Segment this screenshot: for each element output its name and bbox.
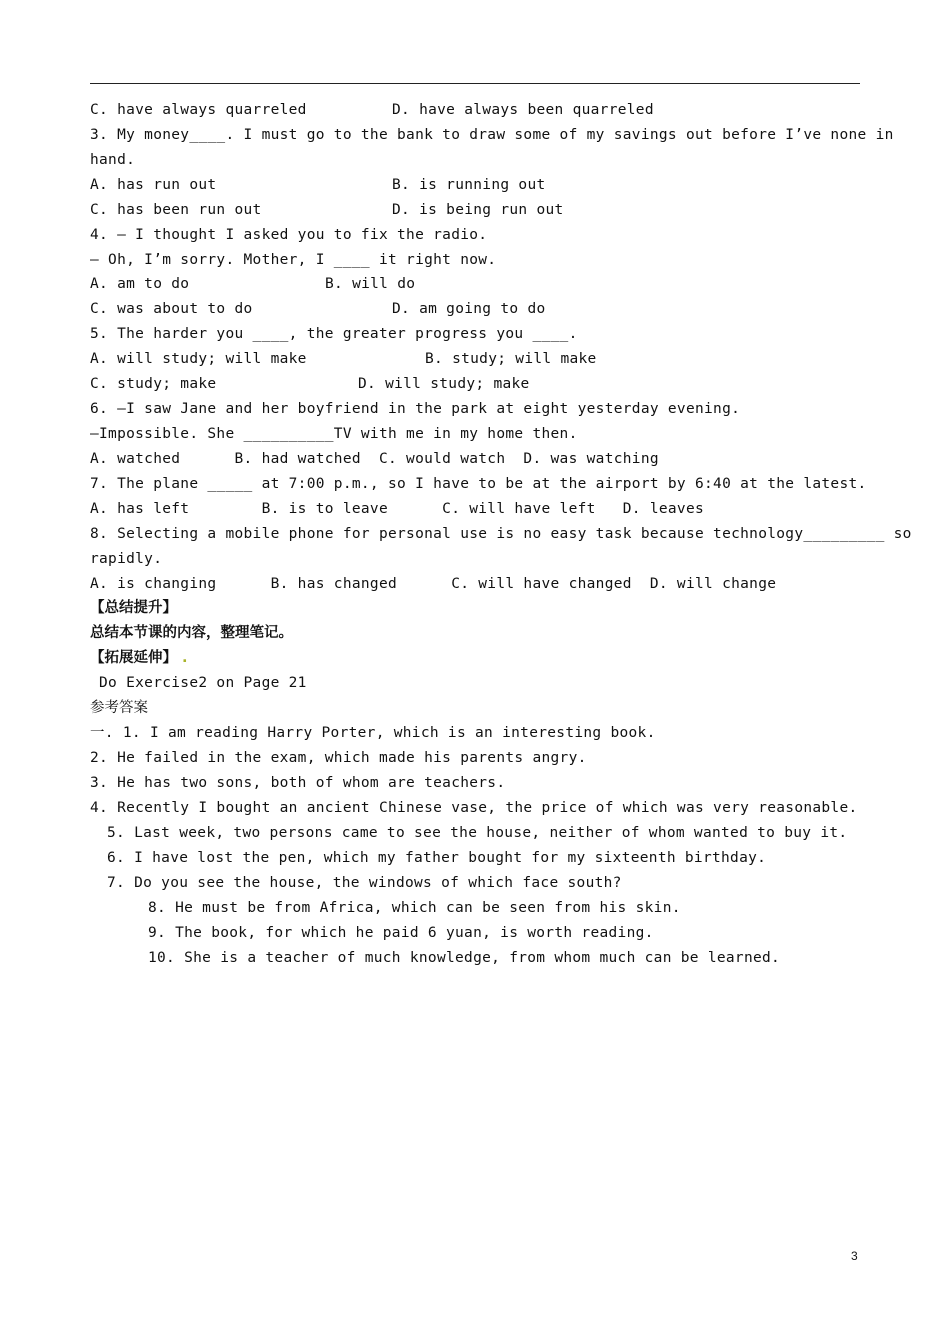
q3-option-d: D. is being run out [392,202,564,218]
q3-option-a: A. has run out [90,177,217,193]
q8-stem-cont: rapidly. [90,551,163,567]
answer-item: 8. He must be from Africa, which can be seen from his skin. [148,900,681,916]
q4-stem: 4. — I thought I asked you to fix the radio. [90,227,488,243]
q4-option-c: C. was about to do [90,301,253,317]
q3-option-b: B. is running out [392,177,546,193]
q8-options: A. is changing B. has changed C. will have changed D. will change [90,576,777,592]
summary-text: 总结本节课的内容，整理笔记。 [90,625,293,641]
extension-heading [90,649,188,667]
answer-item: 7. Do you see the house, the windows of which face south? [107,875,622,891]
answer-item: 6. I have lost the pen, which my father bought for my sixteenth birthday. [107,850,767,866]
q5-option-d: D. will study; make [358,376,530,392]
q4-option-a: A. am to do [90,276,190,292]
q3-option-c: C. has been run out [90,202,262,218]
answers-heading: 参考答案 [90,700,148,716]
answer-item: 一. 1. I am reading Harry Porter, which is an interesting book. [90,725,656,741]
q5-stem: 5. The harder you ____, the greater progress you ____. [90,326,578,342]
q4-option-d: D. am going to do [392,301,546,317]
q6-options: A. watched B. had watched C. would watch D. was watching [90,451,659,467]
q5-option-b: B. study; will make [425,351,597,367]
q3-stem: 3. My money____. I must go to the bank to draw some of my savings out before I’ve none in [90,127,894,143]
q6-reply: —Impossible. She __________TV with me in my home then. [90,426,578,442]
page-number: 3 [851,1249,858,1263]
q2-option-c: C. have always quarreled [90,102,307,118]
answer-item: 2. He failed in the exam, which made his parents angry. [90,750,587,766]
header-rule [90,83,860,84]
q3-stem-cont: hand. [90,152,136,168]
q4-option-b: B. will do [325,276,416,292]
answer-item: 5. Last week, two persons came to see the house, neither of whom wanted to buy it. [107,825,848,841]
q8-stem: 8. Selecting a mobile phone for personal use is no easy task because technology_________ so [90,526,912,542]
q7-stem: 7. The plane _____ at 7:00 p.m., so I have to be at the airport by 6:40 at the latest. [90,476,867,492]
answer-item: 3. He has two sons, both of whom are teachers. [90,775,506,791]
extension-text: Do Exercise2 on Page 21 [90,675,307,691]
answer-item: 4. Recently I bought an ancient Chinese vase, the price of which was very reasonable. [90,800,858,816]
q2-option-d: D. have always been quarreled [392,102,654,118]
q5-option-a: A. will study; will make [90,351,307,367]
answer-item: 10. She is a teacher of much knowledge, from whom much can be learned. [148,950,781,966]
q5-option-c: C. study; make [90,376,217,392]
green-dot-mark: . [177,650,188,666]
summary-heading: 【总结提升】 [90,600,177,616]
q7-options: A. has left B. is to leave C. will have left D. leaves [90,501,705,517]
extension-heading-text: 【拓展延伸】 [90,650,177,666]
q6-stem: 6. —I saw Jane and her boyfriend in the park at eight yesterday evening. [90,401,741,417]
answer-item: 9. The book, for which he paid 6 yuan, is worth reading. [148,925,654,941]
q4-reply: — Oh, I’m sorry. Mother, I ____ it right now. [90,252,497,268]
